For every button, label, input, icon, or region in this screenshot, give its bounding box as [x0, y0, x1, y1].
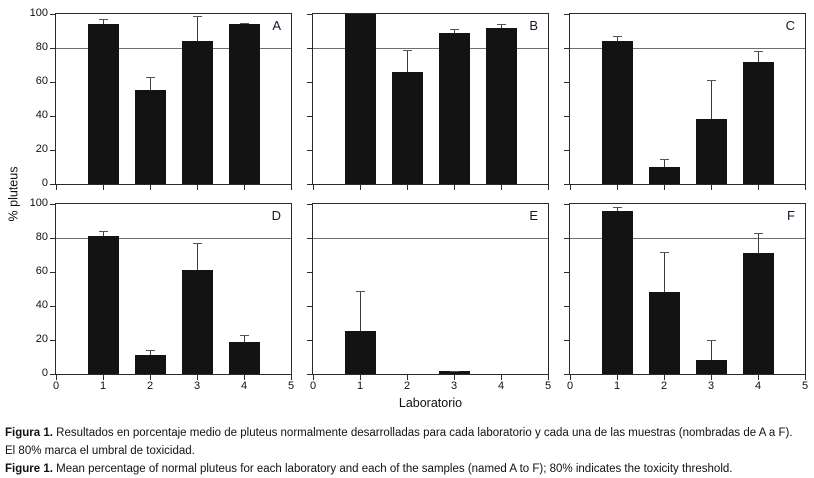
bar-lab4 [229, 24, 260, 184]
x-tick [617, 185, 618, 190]
x-tick [711, 185, 712, 190]
y-tick-label: 80 [35, 41, 48, 53]
y-tick [564, 238, 569, 239]
error-bar [407, 50, 408, 72]
caption-spanish-label: Figura 1. [5, 427, 53, 439]
x-tick-label: 4 [754, 380, 762, 392]
x-tick [360, 185, 361, 190]
x-tick [664, 185, 665, 190]
error-bar-cap [193, 16, 202, 17]
y-axis-label-wrap [0, 13, 26, 375]
panel-letter-D: D [271, 208, 281, 223]
error-bar [758, 233, 759, 253]
y-tick [307, 116, 312, 117]
panel-letter-C: C [785, 18, 795, 33]
bar-lab2 [135, 355, 166, 374]
x-tick-label: 2 [146, 380, 154, 392]
bar-lab1 [88, 24, 119, 184]
y-tick-label: 100 [29, 7, 48, 19]
error-bar [150, 77, 151, 91]
x-axis-label: Laboratorio [398, 396, 463, 410]
y-tick [307, 238, 312, 239]
x-tick-label: 0 [309, 380, 317, 392]
x-tick-label: 5 [801, 380, 809, 392]
y-tick-label: 80 [35, 231, 48, 243]
y-tick [50, 82, 55, 83]
y-tick-label: 40 [35, 299, 48, 311]
y-tick [307, 204, 312, 205]
bar-lab4 [486, 28, 517, 184]
figure-caption [5, 424, 805, 478]
bar-lab4 [743, 62, 774, 184]
y-tick [307, 82, 312, 83]
error-bar-cap [707, 340, 716, 341]
y-tick [50, 14, 55, 15]
error-bar-cap [146, 350, 155, 351]
x-tick [570, 185, 571, 190]
caption-spanish [5, 424, 805, 460]
y-tick-label: 20 [35, 143, 48, 155]
x-tick [758, 185, 759, 190]
bar-lab1 [345, 331, 376, 374]
bar-lab1 [602, 211, 633, 374]
x-tick-label: 0 [566, 380, 574, 392]
bar-lab2 [649, 292, 680, 374]
x-tick-label: 5 [544, 380, 552, 392]
y-tick [564, 306, 569, 307]
error-bar-cap [754, 233, 763, 234]
y-tick-label: 60 [35, 75, 48, 87]
y-tick [564, 204, 569, 205]
x-tick [150, 185, 151, 190]
y-tick-label: 0 [41, 367, 48, 379]
x-tick-label: 3 [707, 380, 715, 392]
threshold-line-80 [313, 238, 548, 239]
panel-letter-F: F [787, 208, 795, 223]
panel-B [312, 13, 549, 185]
y-tick [50, 116, 55, 117]
error-bar-cap [707, 80, 716, 81]
panel-C [569, 13, 806, 185]
error-bar-cap [240, 335, 249, 336]
bar-lab4 [229, 342, 260, 374]
error-bar-cap [660, 159, 669, 160]
x-tick [103, 185, 104, 190]
error-bar [197, 243, 198, 270]
y-tick [564, 340, 569, 341]
error-bar-cap [450, 371, 459, 372]
panel-letter-A: A [272, 18, 281, 33]
y-tick [307, 374, 312, 375]
y-tick [50, 184, 55, 185]
error-bar [664, 252, 665, 293]
y-tick [50, 150, 55, 151]
y-tick [564, 14, 569, 15]
error-bar-cap [613, 207, 622, 208]
error-bar-cap [403, 50, 412, 51]
y-tick [50, 374, 55, 375]
y-tick [50, 306, 55, 307]
y-tick [50, 48, 55, 49]
y-tick [307, 150, 312, 151]
y-tick-label: 60 [35, 265, 48, 277]
bar-lab3 [439, 33, 470, 184]
error-bar [664, 159, 665, 168]
y-tick [307, 340, 312, 341]
x-tick-label: 1 [613, 380, 621, 392]
x-tick [291, 185, 292, 190]
x-tick-label: 4 [497, 380, 505, 392]
error-bar [711, 340, 712, 360]
error-bar-cap [450, 29, 459, 30]
x-tick [244, 185, 245, 190]
x-tick [56, 185, 57, 190]
y-tick [564, 116, 569, 117]
error-bar [244, 335, 245, 342]
caption-english-text: Mean percentage of normal pluteus for each laboratory and each of the samples (named A to F); 80% indicates the toxicity threshold. [52, 463, 733, 476]
x-tick-label: 5 [287, 380, 295, 392]
error-bar-cap [497, 24, 506, 25]
bar-lab3 [696, 360, 727, 374]
y-tick [564, 374, 569, 375]
caption-english-label: Figure 1. [5, 463, 53, 476]
error-bar [711, 80, 712, 119]
error-bar-cap [754, 51, 763, 52]
bar-lab2 [135, 90, 166, 184]
x-tick-label: 3 [193, 380, 201, 392]
y-tick-label: 40 [35, 109, 48, 121]
y-tick [50, 238, 55, 239]
bar-lab4 [743, 253, 774, 374]
panel-D [29, 197, 295, 392]
y-tick [564, 184, 569, 185]
y-tick [50, 340, 55, 341]
y-tick-label: 20 [35, 333, 48, 345]
error-bar [758, 51, 759, 61]
caption-spanish-text: Resultados en porcentaje medio de pluteus normalmente desarrolladas para cada laboratorio y cada una de las muestras (nombradas de A a F). El 80% marca el umbral de toxicidad. [5, 427, 793, 458]
x-tick [454, 185, 455, 190]
y-tick [307, 14, 312, 15]
x-tick-label: 1 [99, 380, 107, 392]
x-tick-label: 2 [403, 380, 411, 392]
panel-letter-B: B [529, 18, 538, 33]
y-tick [307, 48, 312, 49]
x-tick-label: 3 [450, 380, 458, 392]
x-tick [548, 185, 549, 190]
error-bar-cap [660, 252, 669, 253]
caption-english [5, 460, 805, 478]
error-bar-cap [193, 243, 202, 244]
y-tick-label: 100 [29, 197, 48, 209]
x-tick [501, 185, 502, 190]
panel-E [309, 203, 552, 392]
x-tick [313, 185, 314, 190]
bar-lab3 [182, 270, 213, 374]
error-bar-cap [356, 291, 365, 292]
y-tick [564, 48, 569, 49]
bar-lab1 [602, 41, 633, 184]
error-bar-cap [99, 19, 108, 20]
y-tick [50, 272, 55, 273]
panel-letter-E: E [529, 208, 538, 223]
bar-lab2 [649, 167, 680, 184]
x-tick-label: 2 [660, 380, 668, 392]
y-tick-label: 0 [41, 177, 48, 189]
bar-lab2 [392, 72, 423, 184]
y-tick [564, 150, 569, 151]
y-axis-label: % pluteus [6, 166, 20, 222]
bar-lab3 [696, 119, 727, 184]
y-tick [307, 184, 312, 185]
error-bar-cap [146, 77, 155, 78]
bar-lab1 [88, 236, 119, 374]
panel-A [29, 7, 292, 189]
error-bar-cap [240, 23, 249, 24]
y-tick [564, 272, 569, 273]
x-tick [407, 185, 408, 190]
y-tick [307, 272, 312, 273]
bar-lab3 [182, 41, 213, 184]
y-tick [307, 306, 312, 307]
error-bar [360, 291, 361, 332]
x-tick [197, 185, 198, 190]
panel-F [566, 203, 809, 392]
x-tick-label: 1 [356, 380, 364, 392]
x-tick-label: 4 [240, 380, 248, 392]
y-tick [50, 204, 55, 205]
y-tick [564, 82, 569, 83]
error-bar-cap [99, 231, 108, 232]
x-tick [805, 185, 806, 190]
bar-lab1 [345, 14, 376, 184]
error-bar-cap [613, 36, 622, 37]
error-bar [197, 16, 198, 42]
x-tick-label: 0 [52, 380, 60, 392]
